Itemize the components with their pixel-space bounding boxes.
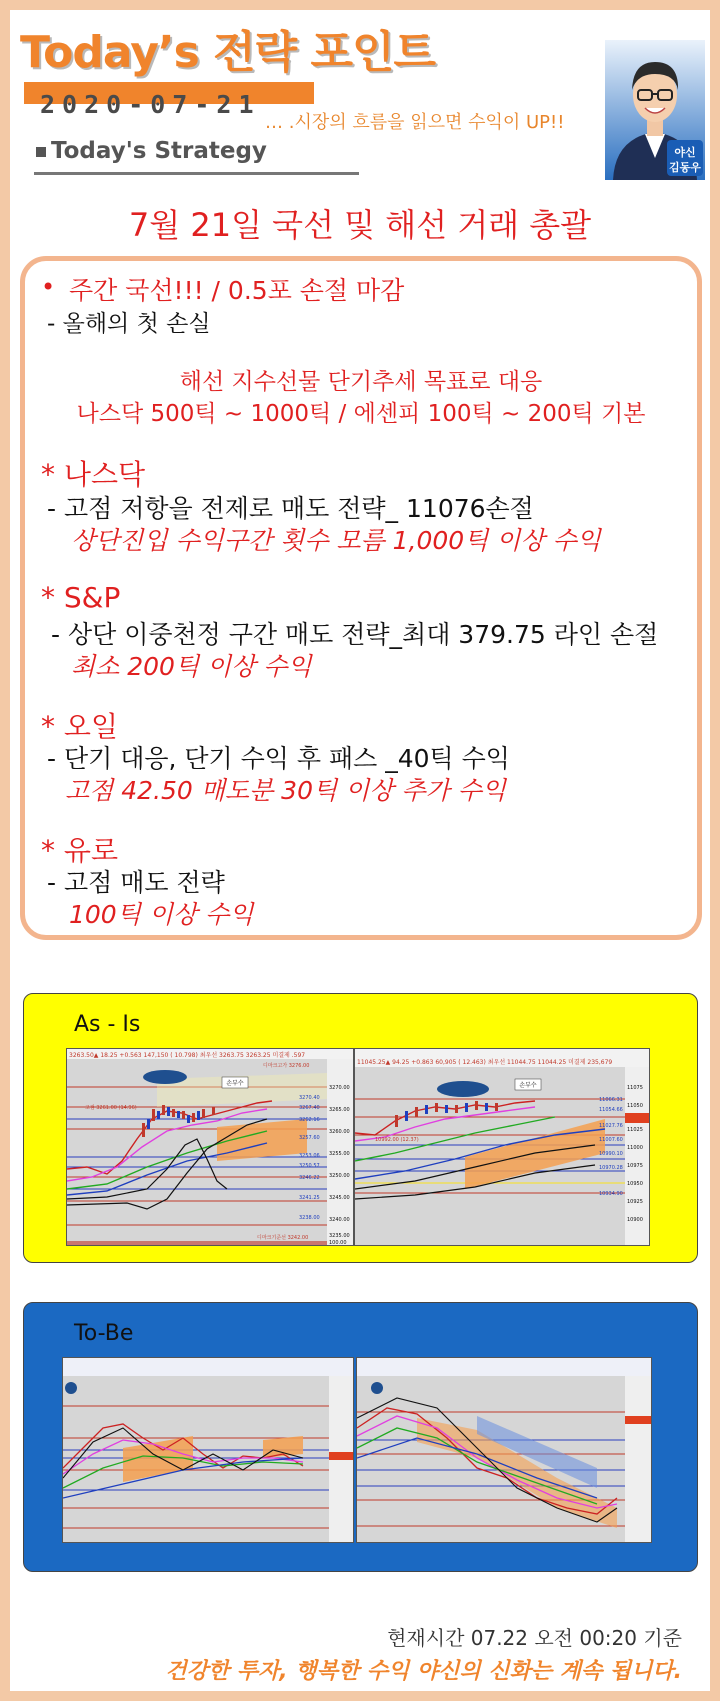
strategy-underline — [34, 172, 359, 175]
right-axis-5: 10950 — [627, 1181, 643, 1187]
right-price-2: 11027.76 — [599, 1123, 623, 1129]
left-chart-badge: 손부수 — [226, 1080, 244, 1087]
to-be-chart-left — [62, 1357, 354, 1543]
section-title-oil: * 오일 — [41, 710, 118, 743]
left-price-5: 3250.57 — [299, 1163, 320, 1169]
summary-line1: 주간 국선!!! / 0.5포 손절 마감 — [69, 276, 405, 305]
left-price-4: 3253.06 — [299, 1153, 320, 1159]
left-price-6: 3246.22 — [299, 1175, 320, 1181]
right-price-0: 11066.31 — [599, 1097, 623, 1103]
left-note-0: 디마크고가 3276.00 — [263, 1063, 310, 1069]
left-price-1: 3267.40 — [299, 1105, 320, 1111]
left-axis-6: 3240.00 — [329, 1217, 350, 1223]
left-axis-3: 3255.00 — [329, 1151, 350, 1157]
right-axis-3: 11000 — [627, 1145, 643, 1151]
as-is-label: As - Is — [74, 1012, 141, 1037]
section-result-oil: 고점 42.50 매도분 30틱 이상 추가 수익 — [65, 776, 506, 805]
as-is-chart-left — [66, 1048, 354, 1246]
right-note-0: 10992.00 (12.37) — [375, 1137, 419, 1143]
section-title-snp: * S&P — [41, 581, 121, 614]
left-axis-5: 3245.00 — [329, 1195, 350, 1201]
right-price-1: 11054.66 — [599, 1107, 623, 1113]
right-axis-1: 11050 — [627, 1103, 643, 1109]
strategy-label — [36, 138, 267, 164]
to-be-panel — [23, 1302, 698, 1572]
section-result-nasdaq: 상단진입 수익구간 횟수 모름 1,000틱 이상 수익 — [71, 526, 601, 555]
right-price-5: 10970.28 — [599, 1165, 623, 1171]
left-price-7: 3241.25 — [299, 1195, 320, 1201]
left-price-8: 3238.00 — [299, 1215, 320, 1221]
left-axis-0: 3270.00 — [329, 1085, 350, 1091]
left-chart-header: 3263.50▲ 18.25 +0.563 147,150 ( 10.798) 최우선 3263.75 3263.25 미결제 .597 — [69, 1052, 306, 1059]
section-detail-snp: - 상단 이중천정 구간 매도 전략_최대 379.75 라인 손절 — [51, 620, 659, 649]
section-detail-nasdaq: - 고점 저항을 전제로 매도 전략_ 11076손절 — [47, 494, 534, 523]
summary-box — [20, 256, 702, 940]
target-line2: 나스닥 500틱 ~ 1000틱 / 에센피 100틱 ~ 200틱 기본 — [76, 401, 646, 427]
section-title-nasdaq: * 나스닥 — [41, 458, 146, 491]
left-price-2: 3262.16 — [299, 1117, 320, 1123]
avatar-caption-2: 김동우 — [669, 161, 701, 174]
target-line1: 해선 지수선물 단기추세 목표로 대응 — [179, 369, 543, 395]
left-price-0: 3270.40 — [299, 1095, 320, 1101]
right-axis-4: 10975 — [627, 1163, 643, 1169]
left-axis-1: 3265.00 — [329, 1107, 350, 1113]
avatar-caption-1: 야신 — [674, 146, 696, 159]
tagline: … .시장의 흐름을 읽으면 수익이 UP!! — [265, 112, 565, 133]
left-axis-4: 3250.00 — [329, 1173, 350, 1179]
right-price-6: 10934.90 — [599, 1191, 623, 1197]
footer-time: 현재시간 07.22 오전 00:20 기준 — [387, 1626, 682, 1650]
right-axis-6: 10925 — [627, 1199, 643, 1205]
left-price-3: 3257.60 — [299, 1135, 320, 1141]
section-detail-oil: - 단기 대응, 단기 수익 후 패스 _40틱 수익 — [47, 744, 510, 773]
right-price-4: 10990.10 — [599, 1151, 623, 1157]
as-is-chart-right — [354, 1048, 650, 1246]
date-text: 2020-07-21 — [40, 90, 261, 119]
section-result-euro: 100틱 이상 수익 — [69, 900, 254, 929]
right-chart-badge: 손부수 — [519, 1082, 537, 1089]
square-icon — [36, 147, 46, 157]
right-chart-header: 11045.25▲ 94.25 +0.863 60,905 ( 12.463) 최우선 11044.75 11044.25 미결제 235,679 — [357, 1059, 613, 1066]
section-title-euro: * 유로 — [41, 834, 118, 867]
as-is-panel — [23, 993, 698, 1263]
bullet-icon: • — [41, 273, 56, 301]
left-axis-2: 3260.00 — [329, 1129, 350, 1135]
headline: 7월 21일 국선 및 해선 거래 총괄 — [128, 206, 592, 244]
right-axis-7: 10900 — [627, 1217, 643, 1223]
brand-title: Today’s 전략 포인트 — [20, 27, 435, 78]
left-note-1: 고점 3261.00 (14.96) — [85, 1105, 137, 1111]
right-axis-2: 11025 — [627, 1127, 643, 1133]
right-axis-0: 11075 — [627, 1085, 643, 1091]
right-price-3: 11007.60 — [599, 1137, 623, 1143]
to-be-chart-right — [356, 1357, 652, 1543]
footer-message: 건강한 투자, 행복한 수익 야신의 신화는 계속 됩니다. — [165, 1659, 682, 1684]
left-note-2: 디마크기준선 3242.00 — [257, 1235, 309, 1241]
strategy-label-text: Today's Strategy — [51, 138, 267, 164]
presenter-avatar — [605, 40, 705, 180]
left-axis-8: 100.00 — [329, 1240, 347, 1246]
section-result-snp: 최소 200틱 이상 수익 — [71, 652, 312, 681]
left-axis-7: 3235.00 — [329, 1233, 350, 1239]
to-be-label: To-Be — [74, 1321, 134, 1346]
summary-line2: - 올해의 첫 손실 — [47, 311, 211, 337]
section-detail-euro: - 고점 매도 전략 — [47, 868, 225, 897]
